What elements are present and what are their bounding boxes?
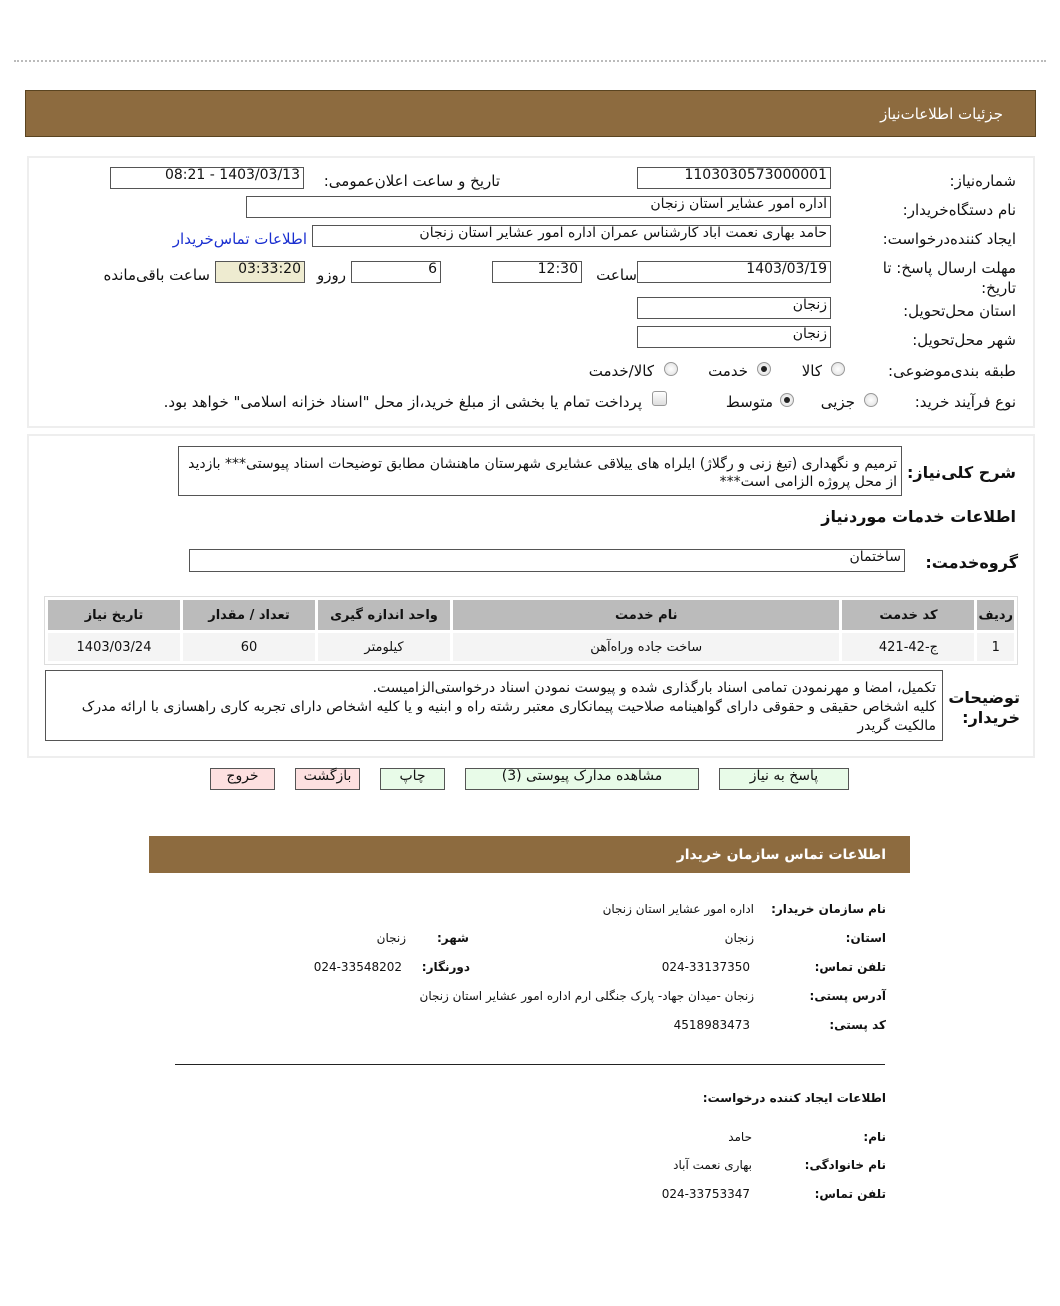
service-group-label: گروه‌خدمت: — [925, 553, 1018, 572]
print-button[interactable]: چاپ — [380, 768, 445, 790]
cell-name: ساخت جاده وراه‌آهن — [453, 633, 839, 661]
buyer-contact-link[interactable]: اطلاعات تماس‌خریدار — [172, 230, 307, 248]
deadline-time-field[interactable]: 12:30 — [492, 261, 582, 283]
creator-phone-value: 024-33753347 — [661, 1187, 750, 1201]
page-title: جزئیات اطلاعات‌نیاز — [880, 105, 1003, 123]
fax-label: دورنگار: — [421, 960, 470, 974]
process-radio-medium[interactable] — [780, 393, 794, 407]
announce-field[interactable]: 1403/03/13 - 08:21 — [110, 167, 304, 189]
city-value: زنجان — [376, 931, 406, 945]
col-date: تاریخ نیاز — [48, 600, 180, 630]
category-option-goods: کالا — [801, 362, 822, 380]
col-code: کد خدمت — [842, 600, 974, 630]
table-row — [48, 633, 1014, 661]
days-label: روزو — [317, 266, 346, 284]
category-radio-both[interactable] — [664, 362, 678, 376]
city-field[interactable]: زنجان — [637, 326, 831, 348]
postal-label: کد پستی: — [829, 1018, 886, 1032]
service-group-field[interactable]: ساختمان — [189, 549, 905, 572]
col-row: ردیف — [977, 600, 1014, 630]
attachments-button[interactable]: مشاهده مدارک پیوستی (3) — [465, 768, 699, 790]
creator-label: ایجاد کننده‌درخواست: — [882, 230, 1016, 248]
buyer-note-line: کلیه اشخاص حقیقی و حقوقی دارای گواهینامه صلاحیت پیمانکاری معتبر رشته راه و ابنیه و یا کلیه اشخاص دارای تجربه کاری راهسازی با ارائه مدرک مالکیت گریدر — [81, 699, 936, 734]
province-label: استان: — [845, 931, 886, 945]
category-label: طبقه بندی‌موضوعی: — [888, 362, 1016, 380]
category-option-both: کالا/خدمت — [588, 362, 654, 380]
remaining-time-field: 03:33:20 — [215, 261, 305, 283]
days-field[interactable]: 6 — [351, 261, 441, 283]
treasury-checkbox[interactable] — [652, 391, 667, 406]
cell-row: 1 — [977, 633, 1014, 661]
payment-note: پرداخت تمام یا بخشی از مبلغ خرید،از محل "اسناد خزانه اسلامی" خواهد بود. — [163, 393, 642, 411]
fax-value: 024-33548202 — [313, 960, 402, 974]
creator-field[interactable]: حامد بهاری نعمت اباد کارشناس عمران اداره امور عشایر استان زنجان — [312, 225, 831, 247]
name-value: حامد — [728, 1130, 752, 1144]
buyer-notes-label: توضیحات خریدار: — [948, 688, 1020, 727]
name-label: نام: — [863, 1130, 886, 1144]
description-label: شرح کلی‌نیاز: — [907, 463, 1016, 482]
phone-value: 024-33137350 — [661, 960, 750, 974]
category-radio-goods[interactable] — [831, 362, 845, 376]
cell-qty: 60 — [183, 633, 315, 661]
creator-heading: اطلاعات ایجاد کننده درخواست: — [702, 1091, 886, 1105]
need-number-label: شماره‌نیاز: — [949, 172, 1016, 190]
need-number-field[interactable]: 1103030573000001 — [637, 167, 831, 189]
family-label: نام خانوادگی: — [804, 1158, 886, 1172]
deadline-date-field[interactable]: 1403/03/19 — [637, 261, 831, 283]
cell-code: ج-42-421 — [842, 633, 974, 661]
announce-label: تاریخ و ساعت اعلان‌عمومی: — [323, 172, 500, 190]
buyer-note-line: تکمیل، امضا و مهرنمودن تمامی اسناد بارگذاری شده و پیوست نمودن اسناد درخواستی‌الزامیست. — [372, 680, 936, 696]
services-table — [45, 597, 1017, 664]
contact-header — [149, 836, 910, 873]
buyer-org-field[interactable]: اداره امور عشایر استان زنجان — [246, 196, 831, 218]
address-label: آدرس پستی: — [809, 989, 886, 1003]
process-option-minor: جزیی — [820, 393, 855, 411]
city-label: شهر: — [437, 931, 469, 945]
remaining-label: ساعت باقی‌مانده — [103, 266, 210, 284]
contact-title: اطلاعات تماس سازمان خریدار — [676, 847, 886, 863]
reply-button[interactable]: پاسخ به نیاز — [719, 768, 849, 790]
postal-value: 4518983473 — [673, 1018, 750, 1032]
description-field: ترمیم و نگهداری (تیغ زنی و رگلاژ) ایلراه های ییلاقی عشایری شهرستان ماهنشان مطابق توضیحات اسناد پیوستی*** بازدید از محل پروژه الزامی است*** — [178, 446, 902, 496]
col-name: نام خدمت — [453, 600, 839, 630]
deadline-label: مهلت ارسال پاسخ: تا تاریخ: — [882, 259, 1016, 297]
divider — [14, 60, 1046, 62]
cell-unit: کیلومتر — [318, 633, 450, 661]
page-header — [25, 90, 1036, 137]
process-label: نوع فرآیند خرید: — [914, 393, 1016, 411]
province-field[interactable]: زنجان — [637, 297, 831, 319]
category-option-service: خدمت — [708, 362, 748, 380]
org-value: اداره امور عشایر استان زنجان — [602, 902, 754, 916]
province-value: زنجان — [724, 931, 754, 945]
buyer-notes-field — [45, 670, 943, 741]
buyer-org-label: نام دستگاه‌خریدار: — [902, 201, 1016, 219]
family-value: بهاری نعمت آباد — [673, 1158, 752, 1172]
address-value: زنجان -میدان جهاد- پارک جنگلی ارم اداره امور عشایر استان زنجان — [419, 989, 754, 1003]
col-qty: تعداد / مقدار — [183, 600, 315, 630]
services-table-wrapper — [44, 596, 1018, 665]
time-label: ساعت — [596, 266, 637, 284]
phone-label: تلفن تماس: — [814, 960, 886, 974]
back-button[interactable]: بازگشت — [295, 768, 360, 790]
exit-button[interactable]: خروج — [210, 768, 275, 790]
city-label: شهر محل‌تحویل: — [912, 331, 1016, 349]
contact-divider — [175, 1064, 885, 1065]
process-radio-minor[interactable] — [864, 393, 878, 407]
creator-phone-label: تلفن تماس: — [814, 1187, 886, 1201]
col-unit: واحد اندازه گیری — [318, 600, 450, 630]
category-radio-service[interactable] — [757, 362, 771, 376]
process-option-medium: متوسط — [725, 393, 773, 411]
province-label: استان محل‌تحویل: — [903, 302, 1016, 320]
cell-date: 1403/03/24 — [48, 633, 180, 661]
services-heading: اطلاعات خدمات موردنیاز — [821, 507, 1016, 526]
org-label: نام سازمان خریدار: — [771, 902, 886, 916]
